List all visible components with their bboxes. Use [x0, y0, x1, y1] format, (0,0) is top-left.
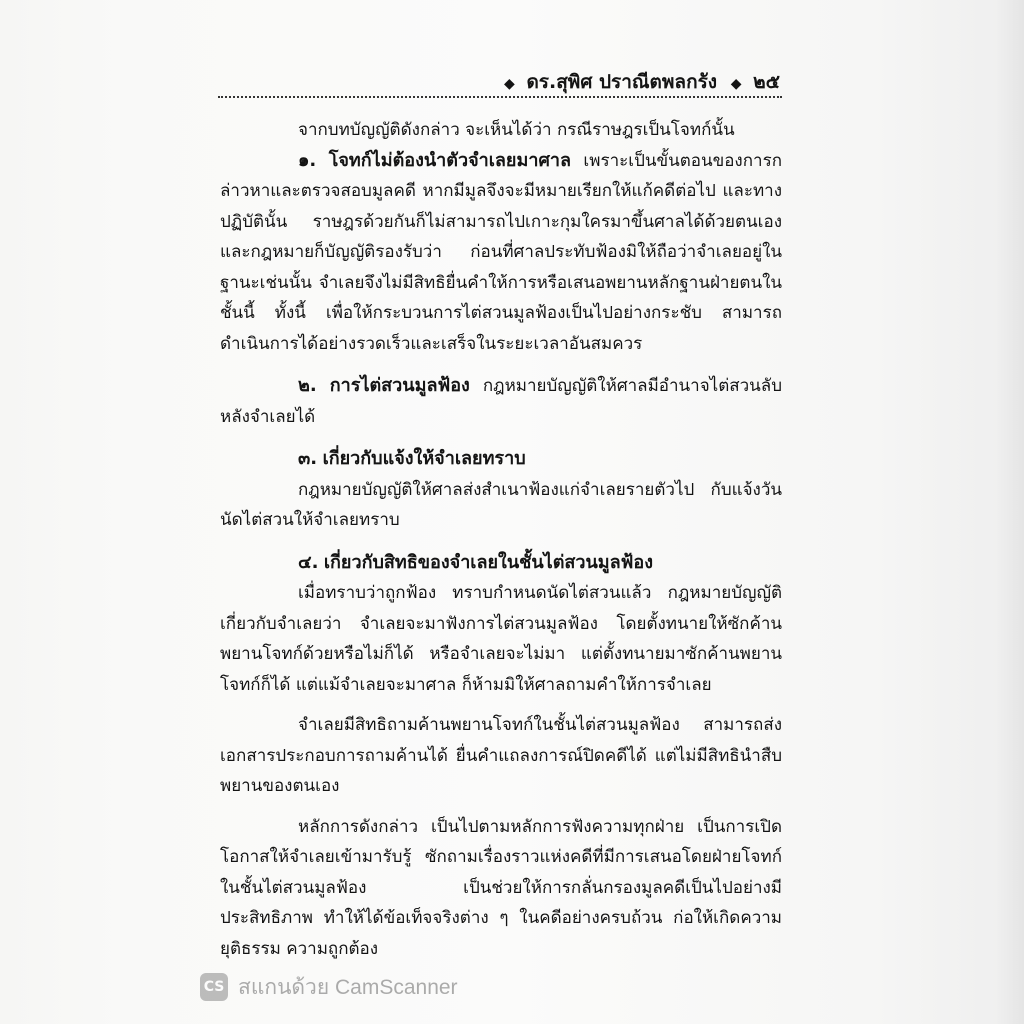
- running-header: [220, 70, 780, 94]
- item-2-title: การไต่สวนมูลฟ้อง: [329, 375, 470, 396]
- item-2-paragraph: [220, 371, 782, 432]
- item-1-title: โจทก์ไม่ต้องนำตัวจำเลยมาศาล: [328, 149, 572, 171]
- page-number: ๒๕: [753, 71, 780, 93]
- header-author: ดร.สุพิศ ปราณีตพลกรัง: [526, 71, 718, 93]
- item-1-paragraph: [220, 146, 782, 360]
- intro-paragraph: จากบทบัญญัติดังกล่าว จะเห็นได้ว่า กรณีราษฎรเป็นโจทก์นั้น: [298, 120, 735, 140]
- camscanner-logo-icon: CS: [200, 973, 228, 1001]
- item-4-number: ๔.: [298, 551, 319, 573]
- item-1-number: ๑.: [298, 149, 317, 171]
- item-4-heading: [220, 548, 782, 579]
- item-1-text: เพราะเป็นขั้นตอนของการกล่าวหาและตรวจสอบมูลคดี หากมีมูลจึงจะมีหมายเรียกให้แก้คดีต่อไป และทางปฏิบัตินั้น ราษฎรด้วยกันก็ไม่สามารถไปเกาะกุมใครมาขึ้นศาลได้ด้วยตนเอง และกฎหมายก็บัญญัติรองรับว่า ก่อนที่ศาลประทับฟ้องมิให้ถือว่าจำเลยอยู่ในฐานะเช่นนั้น จำเลยจึงไม่มีสิทธิยื่นคำให้การหรือเสนอพยานหลักฐานฝ่ายตนในชั้นนี้ ทั้งนี้ เพื่อให้กระบวนการไต่สวนมูลฟ้องเป็นไปอย่างกระชับ สามารถดำเนินการได้อย่างรวดเร็วและเสร็จในระยะเวลาอันสมควร: [220, 150, 782, 354]
- item-2-text: กฎหมายบัญญัติให้ศาลมีอำนาจไต่สวนลับหลังจำเลยได้: [220, 376, 782, 427]
- item-4-paragraph-1: เมื่อทราบว่าถูกฟ้อง ทราบกำหนดนัดไต่สวนแล้ว กฎหมายบัญญัติเกี่ยวกับจำเลยว่า จำเลยจะมาฟังการไต่สวนมูลฟ้อง โดยตั้งทนายให้ซักค้านพยานโจทก์ด้วยหรือไม่ก็ได้ หรือจำเลยจะไม่มา แต่ตั้งทนายมาซักค้านพยานโจทก์ก็ได้ แต่แม้จำเลยจะมาศาล ก็ห้ามมิให้ศาลถามคำให้การจำเลย: [220, 583, 782, 695]
- diamond-icon: ◆: [730, 76, 742, 92]
- item-3-heading: [220, 444, 782, 475]
- page-edge-shadow: [996, 0, 1024, 1024]
- scanner-watermark: [200, 970, 458, 1004]
- item-3-number: ๓.: [298, 448, 318, 469]
- header-dotted-rule: [218, 96, 782, 98]
- item-4-paragraph-2: จำเลยมีสิทธิถามค้านพยานโจทก์ในชั้นไต่สวนมูลฟ้อง สามารถส่งเอกสารประกอบการถามค้านได้ ยื่นคำแถลงการณ์ปิดคดีได้ แต่ไม่มีสิทธินำสืบพยานของตนเอง: [220, 715, 782, 796]
- item-4-title: เกี่ยวกับสิทธิของจำเลยในชั้นไต่สวนมูลฟ้อง: [323, 551, 654, 573]
- item-4-paragraph-3: หลักการดังกล่าว เป็นไปตามหลักการฟังความทุกฝ่าย เป็นการเปิดโอกาสให้จำเลยเข้ามารับรู้ ซักถามเรื่องราวแห่งคดีที่มีการเสนอโดยฝ่ายโจทก์ในชั้นไต่สวนมูลฟ้อง เป็นช่วยให้การกลั่นกรองมูลคดีเป็นไปอย่างมีประสิทธิภาพ ทำให้ได้ข้อเท็จจริงต่าง ๆ ในคดีอย่างครบถ้วน ก่อให้เกิดความยุติธรรม ความถูกต้อง: [220, 816, 782, 959]
- page-body: [220, 115, 782, 965]
- item-3-text: กฎหมายบัญญัติให้ศาลส่งสำเนาฟ้องแก่จำเลยรายตัวไป กับแจ้งวันนัดไต่สวนให้จำเลยทราบ: [220, 479, 782, 530]
- item-3-title: เกี่ยวกับแจ้งให้จำเลยทราบ: [322, 448, 526, 469]
- watermark-text: สแกนด้วย CamScanner: [238, 975, 458, 999]
- item-2-number: ๒.: [298, 375, 317, 396]
- diamond-icon: ◆: [504, 76, 515, 92]
